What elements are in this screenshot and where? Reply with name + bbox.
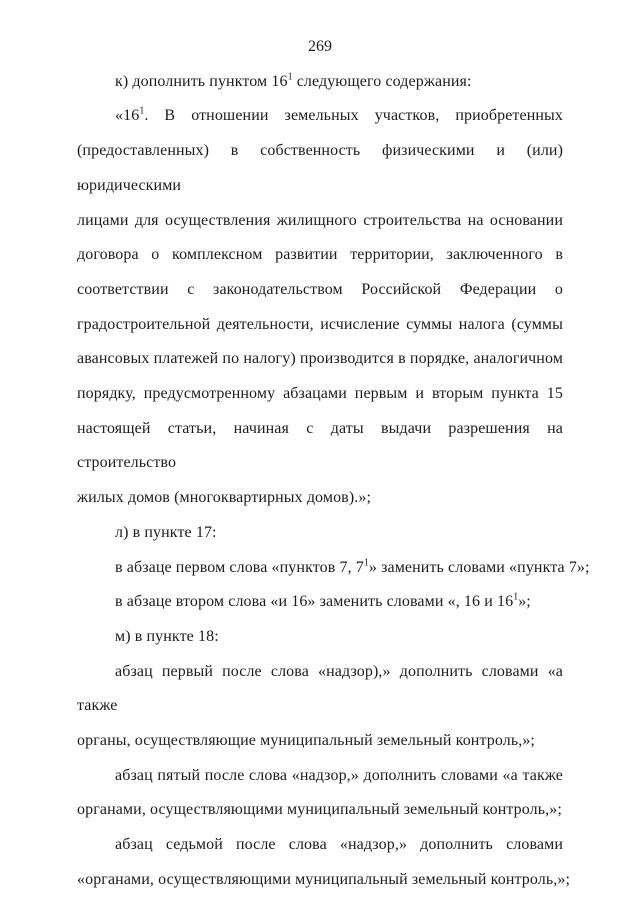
line-text: »; bbox=[518, 593, 531, 611]
line-text: (предоставленных) в собственность физическими и (или) юридическими bbox=[77, 142, 563, 194]
text-line bbox=[77, 273, 563, 308]
line-text: жилых домов (многоквартирных домов).»; bbox=[77, 489, 372, 507]
line-text: абзац пятый после слова «надзор,» дополнить словами «а также bbox=[115, 766, 563, 784]
line-text: м) в пункте 18: bbox=[115, 627, 219, 645]
line-text: в абзаце втором слова «и 16» заменить словами «, 16 и 16 bbox=[115, 593, 514, 611]
line-text: » заменить словами «пункта 7»; bbox=[368, 558, 590, 576]
text-line bbox=[77, 412, 563, 481]
line-text: договора о комплексном развитии территории, заключенного в bbox=[77, 246, 563, 264]
text-line bbox=[77, 793, 563, 828]
document-body bbox=[77, 65, 590, 898]
text-line bbox=[77, 863, 570, 898]
text-line bbox=[77, 551, 590, 586]
line-text: абзац седьмой после слова «надзор,» дополнить словами bbox=[115, 836, 563, 854]
text-line bbox=[77, 828, 563, 863]
page-number: 269 bbox=[308, 38, 332, 55]
text-line bbox=[77, 308, 563, 343]
line-text: настоящей статьи, начиная с даты выдачи разрешения на строительство bbox=[77, 419, 563, 472]
superscript-text: 1 bbox=[287, 71, 293, 83]
line-text: в абзаце первом слова «пунктов 7, 7 bbox=[115, 558, 364, 576]
line-text: градостроительной деятельности, исчисление суммы налога (суммы bbox=[77, 315, 563, 333]
text-line bbox=[77, 585, 563, 620]
superscript-text: 1 bbox=[513, 591, 519, 603]
text-line bbox=[77, 134, 563, 203]
line-text: абзац первый после слова «надзор),» дополнить словами «а также bbox=[77, 662, 563, 715]
line-text: соответствии с законодательством Российской Федерации о bbox=[77, 280, 563, 298]
line-text: «органами, осуществляющими муниципальный земельный контроль,»; bbox=[77, 870, 570, 888]
text-line bbox=[77, 204, 563, 239]
text-line bbox=[77, 342, 563, 377]
text-line bbox=[77, 65, 563, 100]
line-text: порядку, предусмотренному абзацами первым и вторым пункта 15 bbox=[77, 385, 563, 403]
text-line bbox=[77, 238, 563, 273]
line-text: к) дополнить пунктом 16 bbox=[115, 72, 288, 90]
text-line bbox=[77, 724, 563, 759]
line-text: следующего содержания: bbox=[292, 72, 472, 90]
text-line bbox=[77, 655, 563, 724]
text-line bbox=[77, 759, 563, 794]
line-text: органы, осуществляющие муниципальный земельный контроль,»; bbox=[77, 732, 535, 750]
superscript-text: 1 bbox=[363, 557, 369, 569]
line-text: «16 bbox=[115, 107, 140, 125]
line-text: л) в пункте 17: bbox=[115, 523, 217, 541]
line-text: лицами для осуществления жилищного строительства на основании bbox=[77, 211, 563, 229]
text-line bbox=[77, 481, 563, 516]
line-text: авансовых платежей по налогу) производится в порядке, аналогичном bbox=[77, 350, 563, 368]
text-line bbox=[77, 99, 563, 134]
text-line bbox=[77, 620, 563, 655]
line-text: органами, осуществляющими муниципальный земельный контроль,»; bbox=[77, 801, 562, 819]
text-line bbox=[77, 377, 563, 412]
text-line bbox=[77, 516, 563, 551]
line-text: . В отношении земельных участков, приобретенных bbox=[144, 107, 563, 125]
superscript-text: 1 bbox=[139, 106, 145, 118]
